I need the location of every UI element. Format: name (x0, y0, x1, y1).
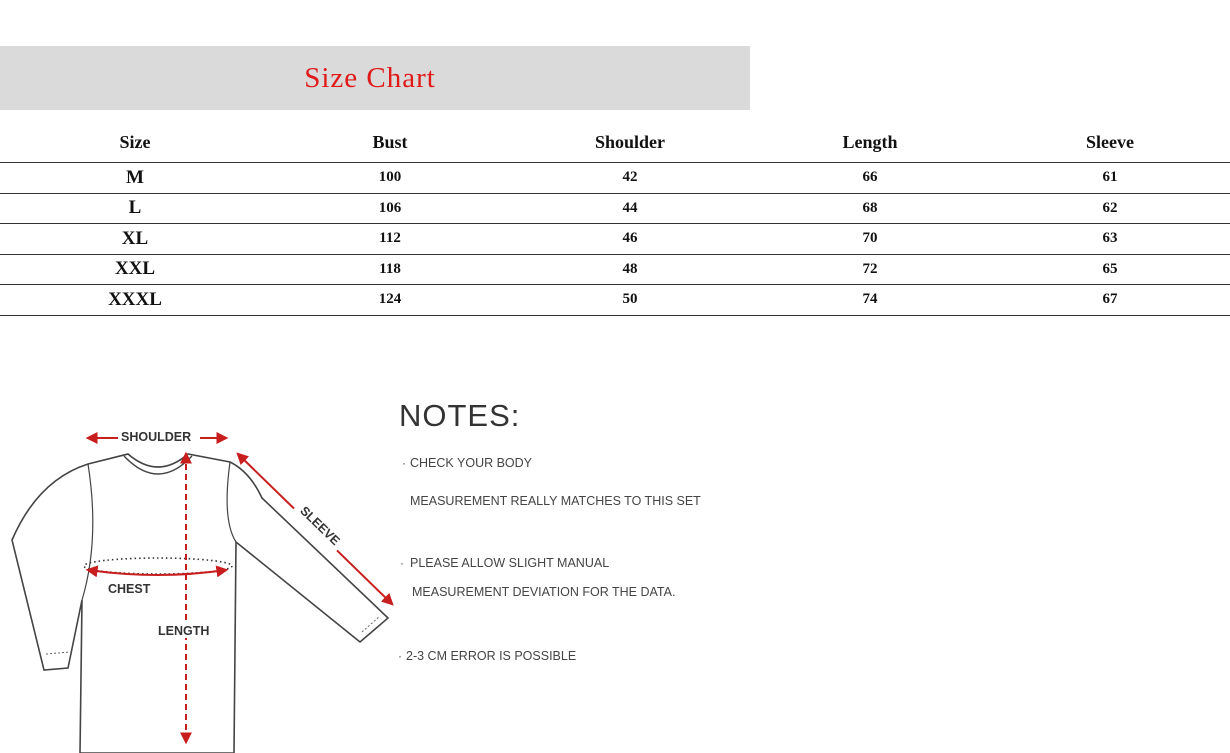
cell-sleeve: 63 (990, 224, 1230, 255)
cell-shoulder: 50 (510, 285, 750, 316)
cell-bust: 100 (270, 163, 510, 194)
size-table (0, 122, 1230, 316)
shirt-diagram (0, 420, 400, 753)
cell-size: L (0, 193, 270, 224)
note-bullet: · (402, 456, 406, 470)
cell-length: 66 (750, 163, 990, 194)
note-line-1: CHECK YOUR BODY (410, 456, 533, 470)
length-label: LENGTH (158, 624, 210, 638)
table-header-row (0, 122, 1230, 163)
cell-size: M (0, 163, 270, 194)
cell-bust: 124 (270, 285, 510, 316)
header-length: Length (750, 122, 990, 163)
header-sleeve: Sleeve (990, 122, 1230, 163)
cell-size: XXXL (0, 285, 270, 316)
note-bullet: · (398, 649, 402, 663)
shirt-outline (12, 454, 388, 753)
note-line-5: 2-3 CM ERROR IS POSSIBLE (406, 649, 577, 663)
cell-length: 68 (750, 193, 990, 224)
cell-sleeve: 62 (990, 193, 1230, 224)
table-row (0, 254, 1230, 285)
cell-shoulder: 44 (510, 193, 750, 224)
cell-size: XXL (0, 254, 270, 285)
page-title: Size Chart (304, 62, 436, 94)
notes-title: NOTES: (399, 398, 521, 433)
cell-length: 72 (750, 254, 990, 285)
table-row (0, 224, 1230, 255)
cell-length: 74 (750, 285, 990, 316)
cell-bust: 118 (270, 254, 510, 285)
cell-shoulder: 46 (510, 224, 750, 255)
shoulder-label: SHOULDER (121, 430, 192, 444)
sleeve-label: SLEEVE (297, 503, 343, 549)
header-shoulder: Shoulder (510, 122, 750, 163)
header-bust: Bust (270, 122, 510, 163)
shirt-right-cuff (362, 616, 380, 632)
cell-bust: 106 (270, 193, 510, 224)
cell-sleeve: 67 (990, 285, 1230, 316)
shirt-left-cuff (46, 652, 70, 654)
table-row (0, 193, 1230, 224)
header-size: Size (0, 122, 270, 163)
cell-size: XL (0, 224, 270, 255)
note-line-4: MEASUREMENT DEVIATION FOR THE DATA. (412, 585, 676, 599)
note-line-2: MEASUREMENT REALLY MATCHES TO THIS SET (410, 494, 701, 508)
cell-shoulder: 48 (510, 254, 750, 285)
table-row (0, 163, 1230, 194)
table-row (0, 285, 1230, 316)
cell-sleeve: 61 (990, 163, 1230, 194)
shirt-right-armhole (227, 462, 236, 542)
cell-sleeve: 65 (990, 254, 1230, 285)
note-bullet: · (400, 556, 404, 570)
shirt-left-armhole (82, 464, 93, 600)
chest-arrow (88, 570, 226, 575)
chest-label: CHEST (108, 582, 151, 596)
cell-bust: 112 (270, 224, 510, 255)
cell-length: 70 (750, 224, 990, 255)
cell-shoulder: 42 (510, 163, 750, 194)
note-line-3: PLEASE ALLOW SLIGHT MANUAL (410, 556, 610, 570)
